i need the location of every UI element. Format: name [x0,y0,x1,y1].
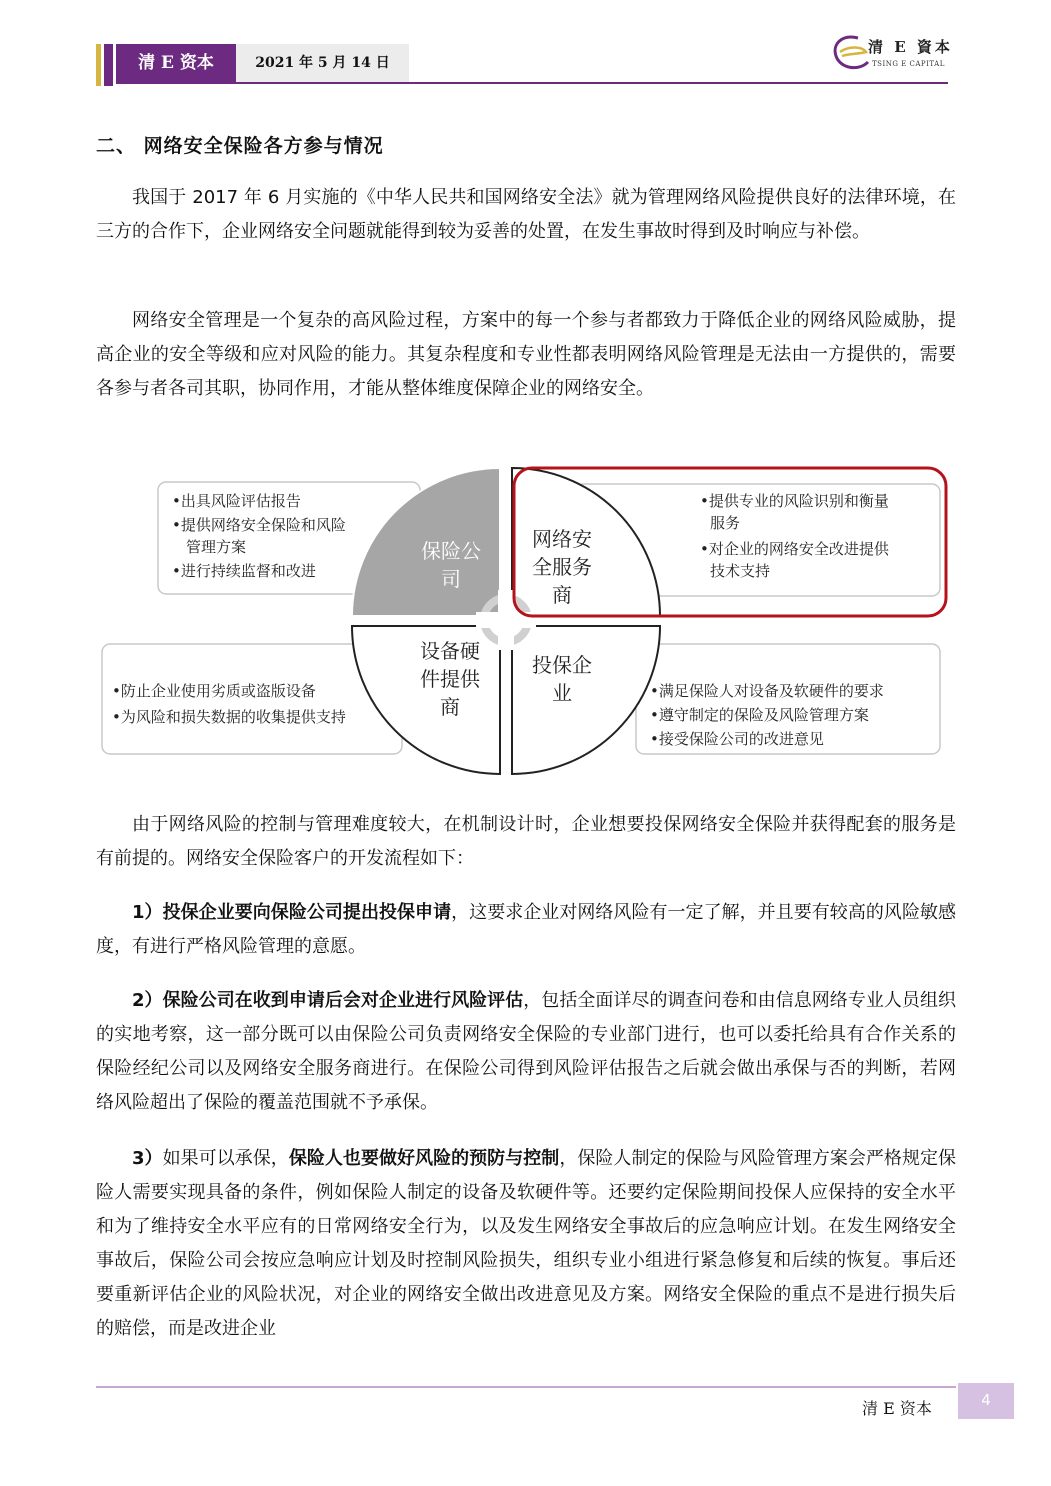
header-accent-yellow [96,44,101,86]
policyholder-item: •接受保险公司的改进意见 [650,730,824,748]
footer-rule [96,1386,956,1388]
paragraph-5 [96,984,956,1120]
insurer-item: 管理方案 [186,538,247,556]
hardware-label-2: 件提供 [420,667,480,691]
security-item: 服务 [710,514,741,532]
logo-text-en: TSING E CAPITAL [872,60,945,68]
policyholder-item: •遵守制定的保险及风险管理方案 [650,706,869,724]
header-rule [116,82,948,84]
header-date: 2021 年 5 月 14 日 [236,44,409,82]
security-item: •提供专业的风险识别和衡量 [700,492,889,510]
paragraph-3: 由于网络风险的控制与管理难度较大，在机制设计时，企业想要投保网络安全保险并获得配套的服务是有前提的。网络安全保险客户的开发流程如下： [96,814,956,869]
participants-diagram [96,460,956,780]
page-number: 4 [958,1383,1014,1419]
security-item: •对企业的网络安全改进提供 [700,540,889,558]
step-1-emphasis: 投保企业要向保险公司提出投保申请 [162,902,452,923]
hardware-item: •为风险和损失数据的收集提供支持 [112,708,346,726]
logo-text-cn: 清 E 資本 [868,38,953,56]
paragraph-4 [96,896,956,964]
step-3-number: 3） [132,1148,163,1169]
security-item: 技术支持 [710,562,771,580]
step-1-text: ，这要求企业对网络风险有一定了解，并且要有较高的风险敏感度，有进行严格风险管理的意愿。 [96,902,957,957]
insurer-label-1: 保险公 [421,539,481,563]
step-3-emphasis: 保险人也要做好风险的预防与控制 [288,1148,560,1169]
step-2-number: 2） [132,990,163,1011]
paragraph-2: 网络安全管理是一个复杂的高风险过程，方案中的每一个参与者都致力于降低企业的网络风险威胁，提高企业的安全等级和应对风险的能力。其复杂程度和专业性都表明网络风险管理是无法由一方提供的，需要各参与者各司其职，协同作用，才能从整体维度保障企业的网络安全。 [96,310,956,399]
step-2-text: ，包括全面详尽的调查问卷和由信息网络专业人员组织的实地考察，这一部分既可以由保险公司负责网络安全保险的专业部门进行，也可以委托给具有合作关系的保险经纪公司以及网络安全服务商进行。在保险公司得到风险评估报告之后就会做出承保与否的判断，若网络风险超出了保险的覆盖范围就不予承保。 [96,990,956,1113]
step-3-text: ，保险人制定的保险与风险管理方案会严格规定保险人需要实现具备的条件，例如保险人制定的设备及软硬件等。还要约定保险期间投保人应保持的安全水平和为了维持安全水平应有的日常网络安全行为，以及发生网络安全事故后的应急响应计划。在发生网络安全事故后，保险公司会按应急响应计划及时控制风险损失，组织专业小组进行紧急修复和后续的恢复。事后还要重新评估企业的风险状况，对企业的网络安全做出改进意见及方案。网络安全保险的重点不是进行损失后的赔偿，而是改进企业 [96,1148,957,1339]
step-1-number: 1） [132,902,163,923]
step-2-emphasis: 保险公司在收到申请后会对企业进行风险评估 [162,990,524,1011]
security-label-1: 网络安 [532,527,592,551]
security-label-2: 全服务 [532,555,592,579]
insurer-item: •出具风险评估报告 [172,492,301,510]
insurer-item: •进行持续监督和改进 [172,562,316,580]
hardware-item: •防止企业使用劣质或盗版设备 [112,682,316,700]
paragraph-6 [96,1142,956,1346]
section-title: 二、 网络安全保险各方参与情况 [96,135,384,157]
step-3-intro: 如果可以承保， [162,1148,289,1169]
paragraph-1: 我国于 2017 年 6 月实施的《中华人民共和国网络安全法》就为管理网络风险提供良好的法律环境，在三方的合作下，企业网络安全问题就能得到较为妥善的处置，在发生事故时得到及时响应与补偿。 [96,187,956,242]
security-label-3: 商 [552,583,572,607]
hardware-label-1: 设备硬 [420,639,480,663]
header-brand: 清 E 资本 [116,44,236,82]
policyholder-item: •满足保险人对设备及软硬件的要求 [650,682,884,700]
insurer-item: •提供网络安全保险和风险 [172,516,346,534]
policyholder-label-1: 投保企 [532,653,592,677]
insurer-label-2: 司 [441,567,461,591]
policyholder-label-2: 业 [552,681,572,705]
hardware-label-3: 商 [440,695,460,719]
header-accent-purple [104,44,113,86]
footer-brand: 清 E 资本 [862,1399,932,1418]
